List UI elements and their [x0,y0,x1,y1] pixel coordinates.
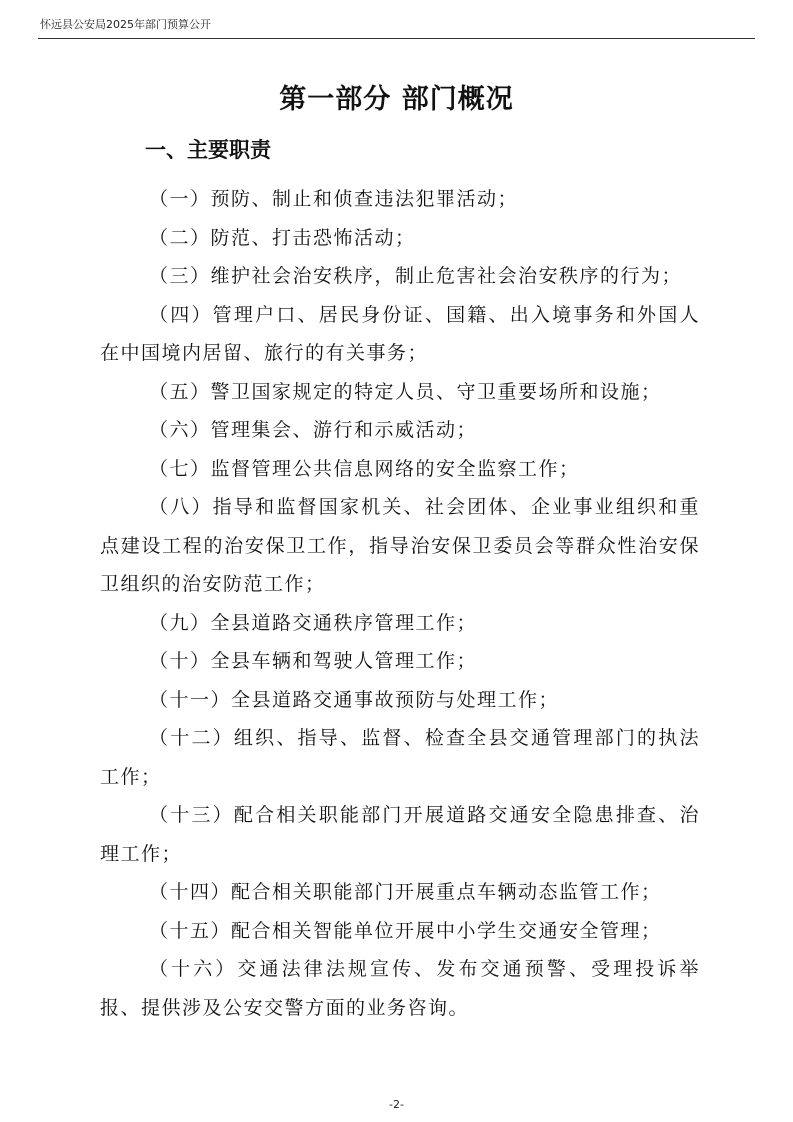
duty-item: （九）全县道路交通秩序管理工作； [149,611,478,634]
duty-item: （七）监督管理公共信息网络的安全监察工作； [149,457,580,480]
duty-item: （十三）配合相关职能部门开展道路交通安全隐患排查、治理工作； [100,804,700,865]
part-title: 第一部分 部门概况 [279,84,514,115]
duty-item: （十五）配合相关智能单位开展中小学生交通安全管理； [149,919,662,942]
duty-item: （十二）组织、指导、监督、检查全县交通管理部门的执法工作； [100,727,700,788]
running-header: 怀远县公安局2025年部门预算公开 [40,18,211,31]
page-number: -2- [389,1098,404,1111]
duty-item: （八）指导和监督国家机关、社会团体、企业事业组织和重点建设工程的治安保卫工作，指导治安保卫委员会等群众性治安保卫组织的治安防范工作； [100,496,700,595]
duty-item: （四）管理户口、居民身份证、国籍、出入境事务和外国人在中国境内居留、旅行的有关事务； [100,303,700,364]
duty-item: （十六）交通法律法规宣传、发布交通预警、受理投诉举报、提供涉及公安交警方面的业务咨询。 [100,958,700,1019]
duties-list [100,180,700,1027]
duty-item: （一）预防、制止和侦查违法犯罪活动； [149,188,519,210]
header-divider [38,38,755,39]
duty-item: （五）警卫国家规定的特定人员、守卫重要场所和设施； [149,380,662,403]
section-heading: 一、主要职责 [145,138,271,162]
duty-item: （十四）配合相关职能部门开展重点车辆动态监管工作； [149,881,662,903]
duty-item: （三）维护社会治安秩序，制止危害社会治安秩序的行为； [149,265,683,287]
duty-item: （二）防范、打击恐怖活动； [149,226,416,249]
duty-item: （十）全县车辆和驾驶人管理工作； [149,650,478,672]
duty-item: （六）管理集会、游行和示威活动； [149,419,478,441]
duty-item: （十一）全县道路交通事故预防与处理工作； [149,688,560,711]
